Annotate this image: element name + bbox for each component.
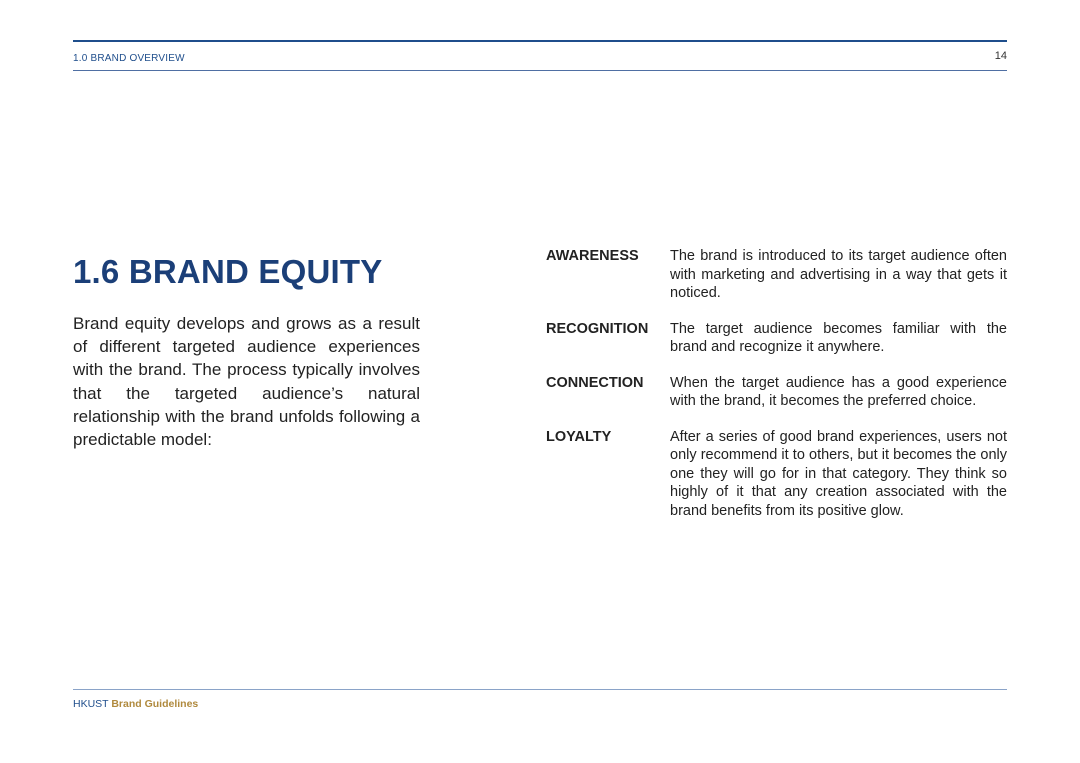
- header-top-rule: [73, 40, 1007, 42]
- stage-term: AWARENESS: [546, 248, 639, 264]
- stage-description: After a series of good brand experiences, users not only recommend it to others, but it becomes the only one they will go for in that category. They think so highly of it that any creation associated with the brand benefits from its positive glow.: [670, 428, 1007, 519]
- page-title: 1.6 BRAND EQUITY: [73, 253, 383, 290]
- footer-rule: [73, 689, 1007, 690]
- page-number: 14: [994, 50, 1007, 62]
- section-label: 1.0 BRAND OVERVIEW: [73, 53, 185, 64]
- stage-description: The brand is introduced to its target audience often with marketing and advertising in a way that gets it noticed.: [670, 248, 1007, 301]
- footer: [73, 698, 198, 710]
- stage-term: CONNECTION: [546, 374, 644, 391]
- stage-awareness: [546, 247, 1007, 303]
- stage-loyalty: [546, 428, 1007, 521]
- footer-org: HKUST: [73, 698, 109, 710]
- stage-term: RECOGNITION: [546, 320, 649, 337]
- stage-connection: [546, 374, 1007, 411]
- header-bottom-rule: [73, 70, 1007, 71]
- stage-description: When the target audience has a good experience with the brand, it becomes the preferred choice.: [670, 374, 1007, 409]
- intro-paragraph: Brand equity develops and grows as a result of different targeted audience experiences with the brand. The process typically involves that the targeted audience’s natural relationship with the brand unfolds following a predictable model:: [73, 314, 420, 450]
- footer-doc-name: Brand Guidelines: [111, 698, 199, 710]
- stage-term: LOYALTY: [546, 428, 612, 445]
- stage-recognition: [546, 320, 1007, 357]
- brand-equity-stages: [546, 247, 1007, 520]
- stage-description: The target audience becomes familiar with the brand and recognize it anywhere.: [670, 320, 1007, 355]
